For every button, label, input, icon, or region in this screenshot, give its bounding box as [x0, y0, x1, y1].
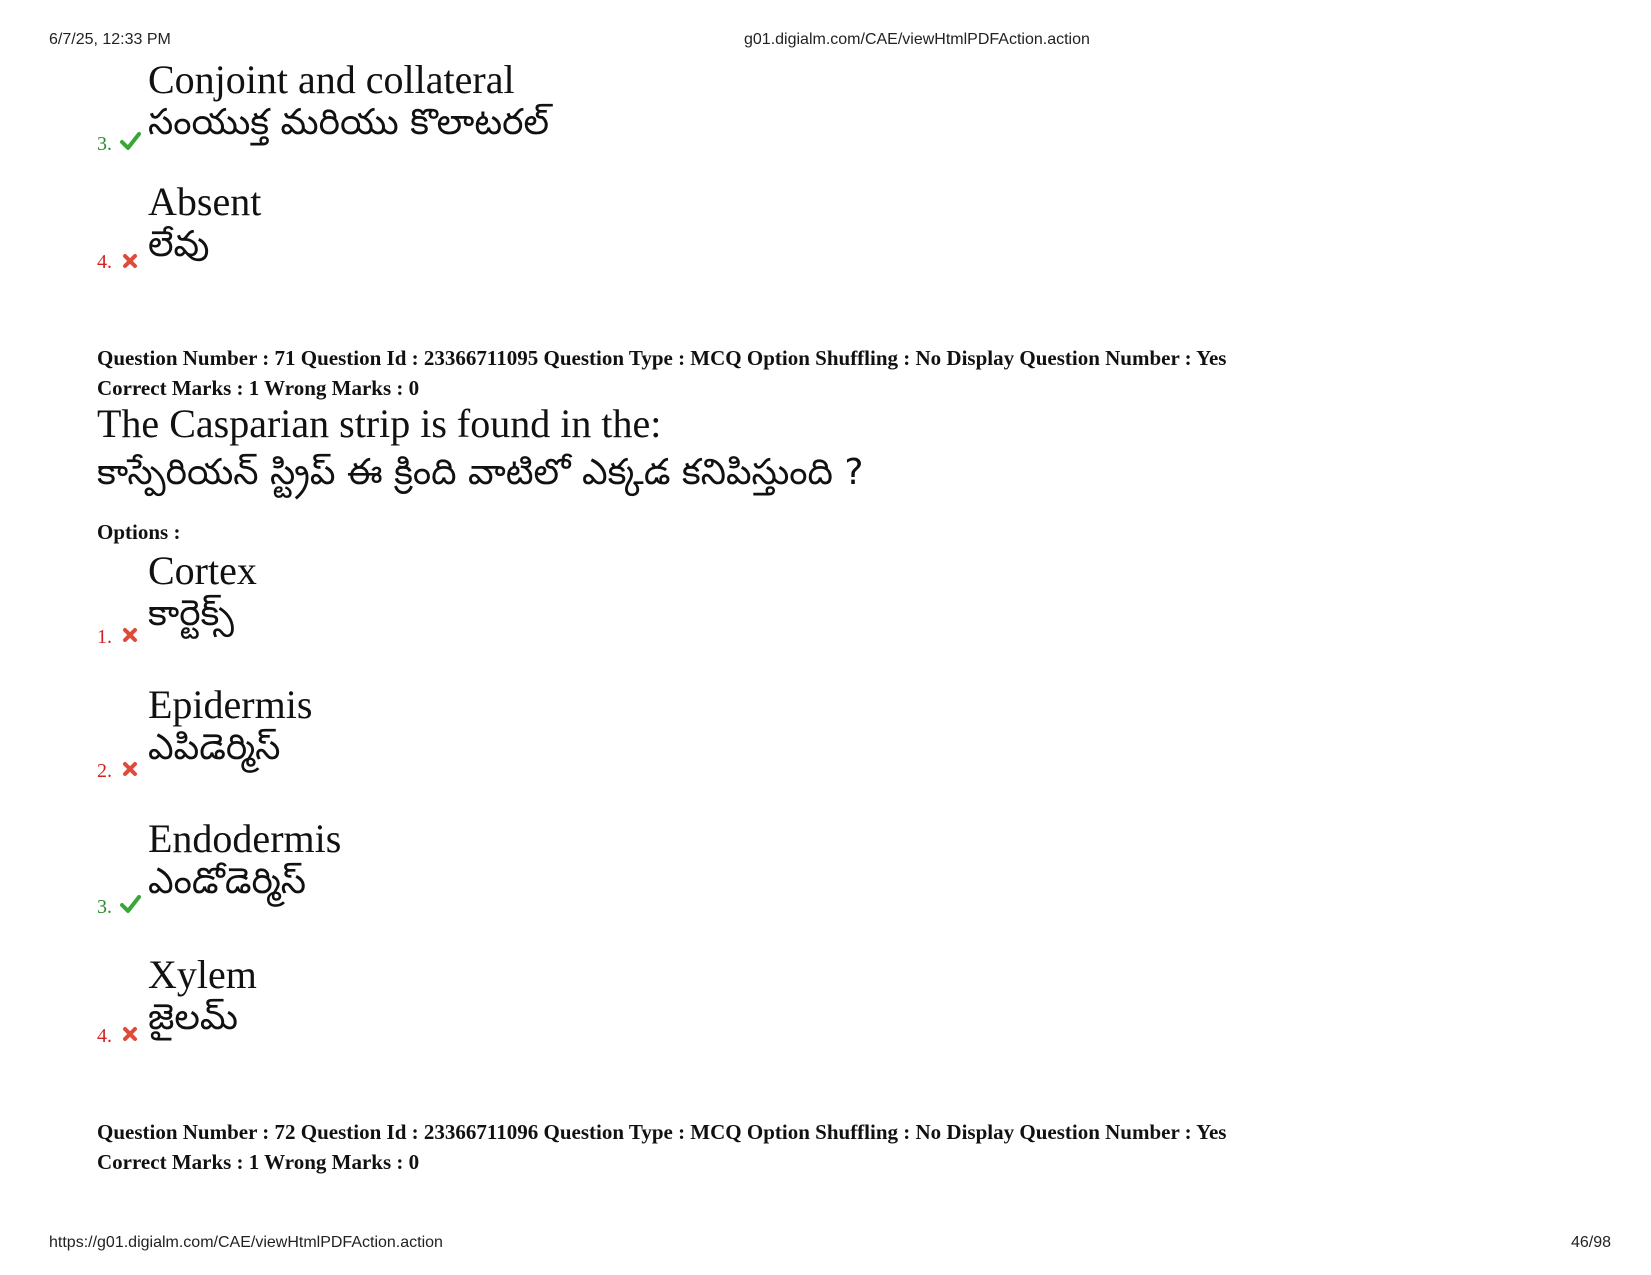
cross-icon: [119, 250, 141, 272]
cross-icon: [119, 1023, 141, 1045]
option-number: 3.: [97, 133, 112, 155]
option-text-en: Absent: [148, 179, 262, 224]
page-number: 46/98: [1570, 1234, 1611, 1251]
page-url-footer: https://g01.digialm.com/CAE/viewHtmlPDFAction.action: [49, 1234, 443, 1251]
cross-icon: [119, 624, 141, 646]
option-text-te: ఎండోడెర్మిస్: [148, 861, 307, 902]
check-icon: [119, 893, 141, 915]
options-label: Options :: [97, 520, 181, 544]
question-72-marks: Correct Marks : 1 Wrong Marks : 0: [97, 1150, 420, 1174]
page-url-header: g01.digialm.com/CAE/viewHtmlPDFAction.action: [744, 31, 1090, 48]
option-text-en: Epidermis: [148, 682, 313, 727]
option-text-en: Endodermis: [148, 816, 342, 861]
question-72-meta: Question Number : 72 Question Id : 23366711096 Question Type : MCQ Option Shuffling : No Display Question Number : Yes: [97, 1120, 1227, 1144]
question-71-meta: Question Number : 71 Question Id : 23366711095 Question Type : MCQ Option Shuffling : No Display Question Number : Yes: [97, 346, 1227, 370]
option-text-en: Conjoint and collateral: [148, 57, 515, 102]
check-icon: [119, 130, 141, 152]
option-number: 3.: [97, 896, 112, 918]
question-71-text-te: కాస్పేరియన్ స్ట్రిప్ ఈ క్రింది వాటిలో ఎక్కడ కనిపిస్తుంది ?: [97, 452, 864, 493]
cross-icon: [119, 758, 141, 780]
option-text-te: లేవు: [148, 224, 210, 265]
question-71-text-en: The Casparian strip is found in the:: [97, 401, 662, 446]
option-text-en: Cortex: [148, 548, 257, 593]
option-text-te: జైలమ్: [148, 997, 238, 1038]
option-text-te: కార్టెక్స్: [148, 593, 234, 634]
question-71-marks: Correct Marks : 1 Wrong Marks : 0: [97, 376, 420, 400]
option-text-en: Xylem: [148, 952, 257, 997]
option-number: 4.: [97, 1025, 112, 1047]
option-number: 4.: [97, 251, 112, 273]
option-text-te: సంయుక్త మరియు కొలాటరల్: [148, 102, 550, 143]
option-text-te: ఎపిడెర్మిస్: [148, 727, 281, 768]
option-number: 2.: [97, 760, 112, 782]
print-datetime: 6/7/25, 12:33 PM: [49, 31, 171, 48]
option-number: 1.: [97, 626, 112, 648]
